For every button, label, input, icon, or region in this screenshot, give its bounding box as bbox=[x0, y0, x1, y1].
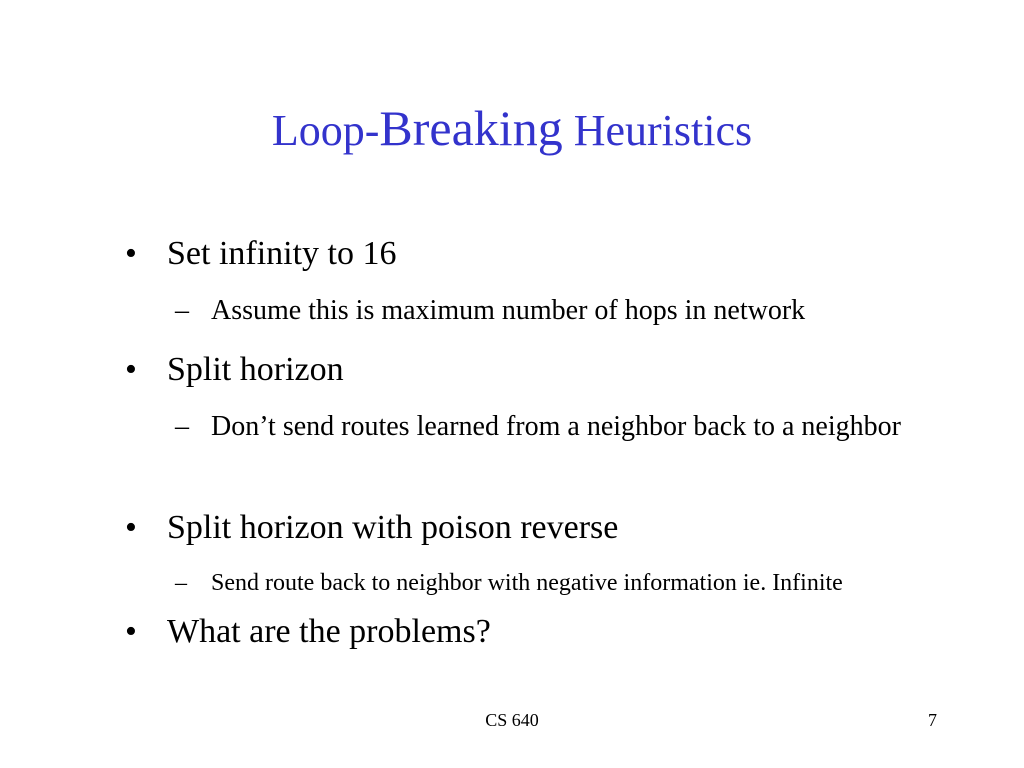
bullet-marker: • bbox=[125, 351, 137, 388]
bullet-marker: • bbox=[125, 509, 137, 546]
bullet-text: Split horizon with poison reverse bbox=[167, 509, 619, 546]
footer-page-number: 7 bbox=[928, 710, 937, 730]
bullet-text: What are the problems? bbox=[167, 613, 491, 650]
bullet-marker: • bbox=[125, 613, 137, 650]
sub-bullet-text: Don’t send routes learned from a neighbor back to a neighbor bbox=[211, 411, 901, 442]
bullet-text: Split horizon bbox=[167, 351, 344, 388]
sub-bullet-marker: – bbox=[175, 295, 189, 326]
bullet-marker: • bbox=[125, 235, 137, 272]
sub-bullet-text: Assume this is maximum number of hops in network bbox=[211, 295, 806, 326]
footer-course: CS 640 bbox=[485, 710, 539, 730]
bullet-text: Set infinity to 16 bbox=[167, 235, 397, 272]
slide-title bbox=[0, 98, 1024, 161]
sub-bullet-marker: – bbox=[175, 570, 187, 596]
sub-bullet-marker: – bbox=[175, 411, 189, 442]
title-part-2: Breaking bbox=[379, 100, 563, 156]
sub-bullet-text: Send route back to neighbor with negative information ie. Infinite bbox=[211, 570, 843, 596]
title-part-3: Heuristics bbox=[562, 106, 753, 155]
title-part-1: Loop- bbox=[271, 106, 380, 155]
